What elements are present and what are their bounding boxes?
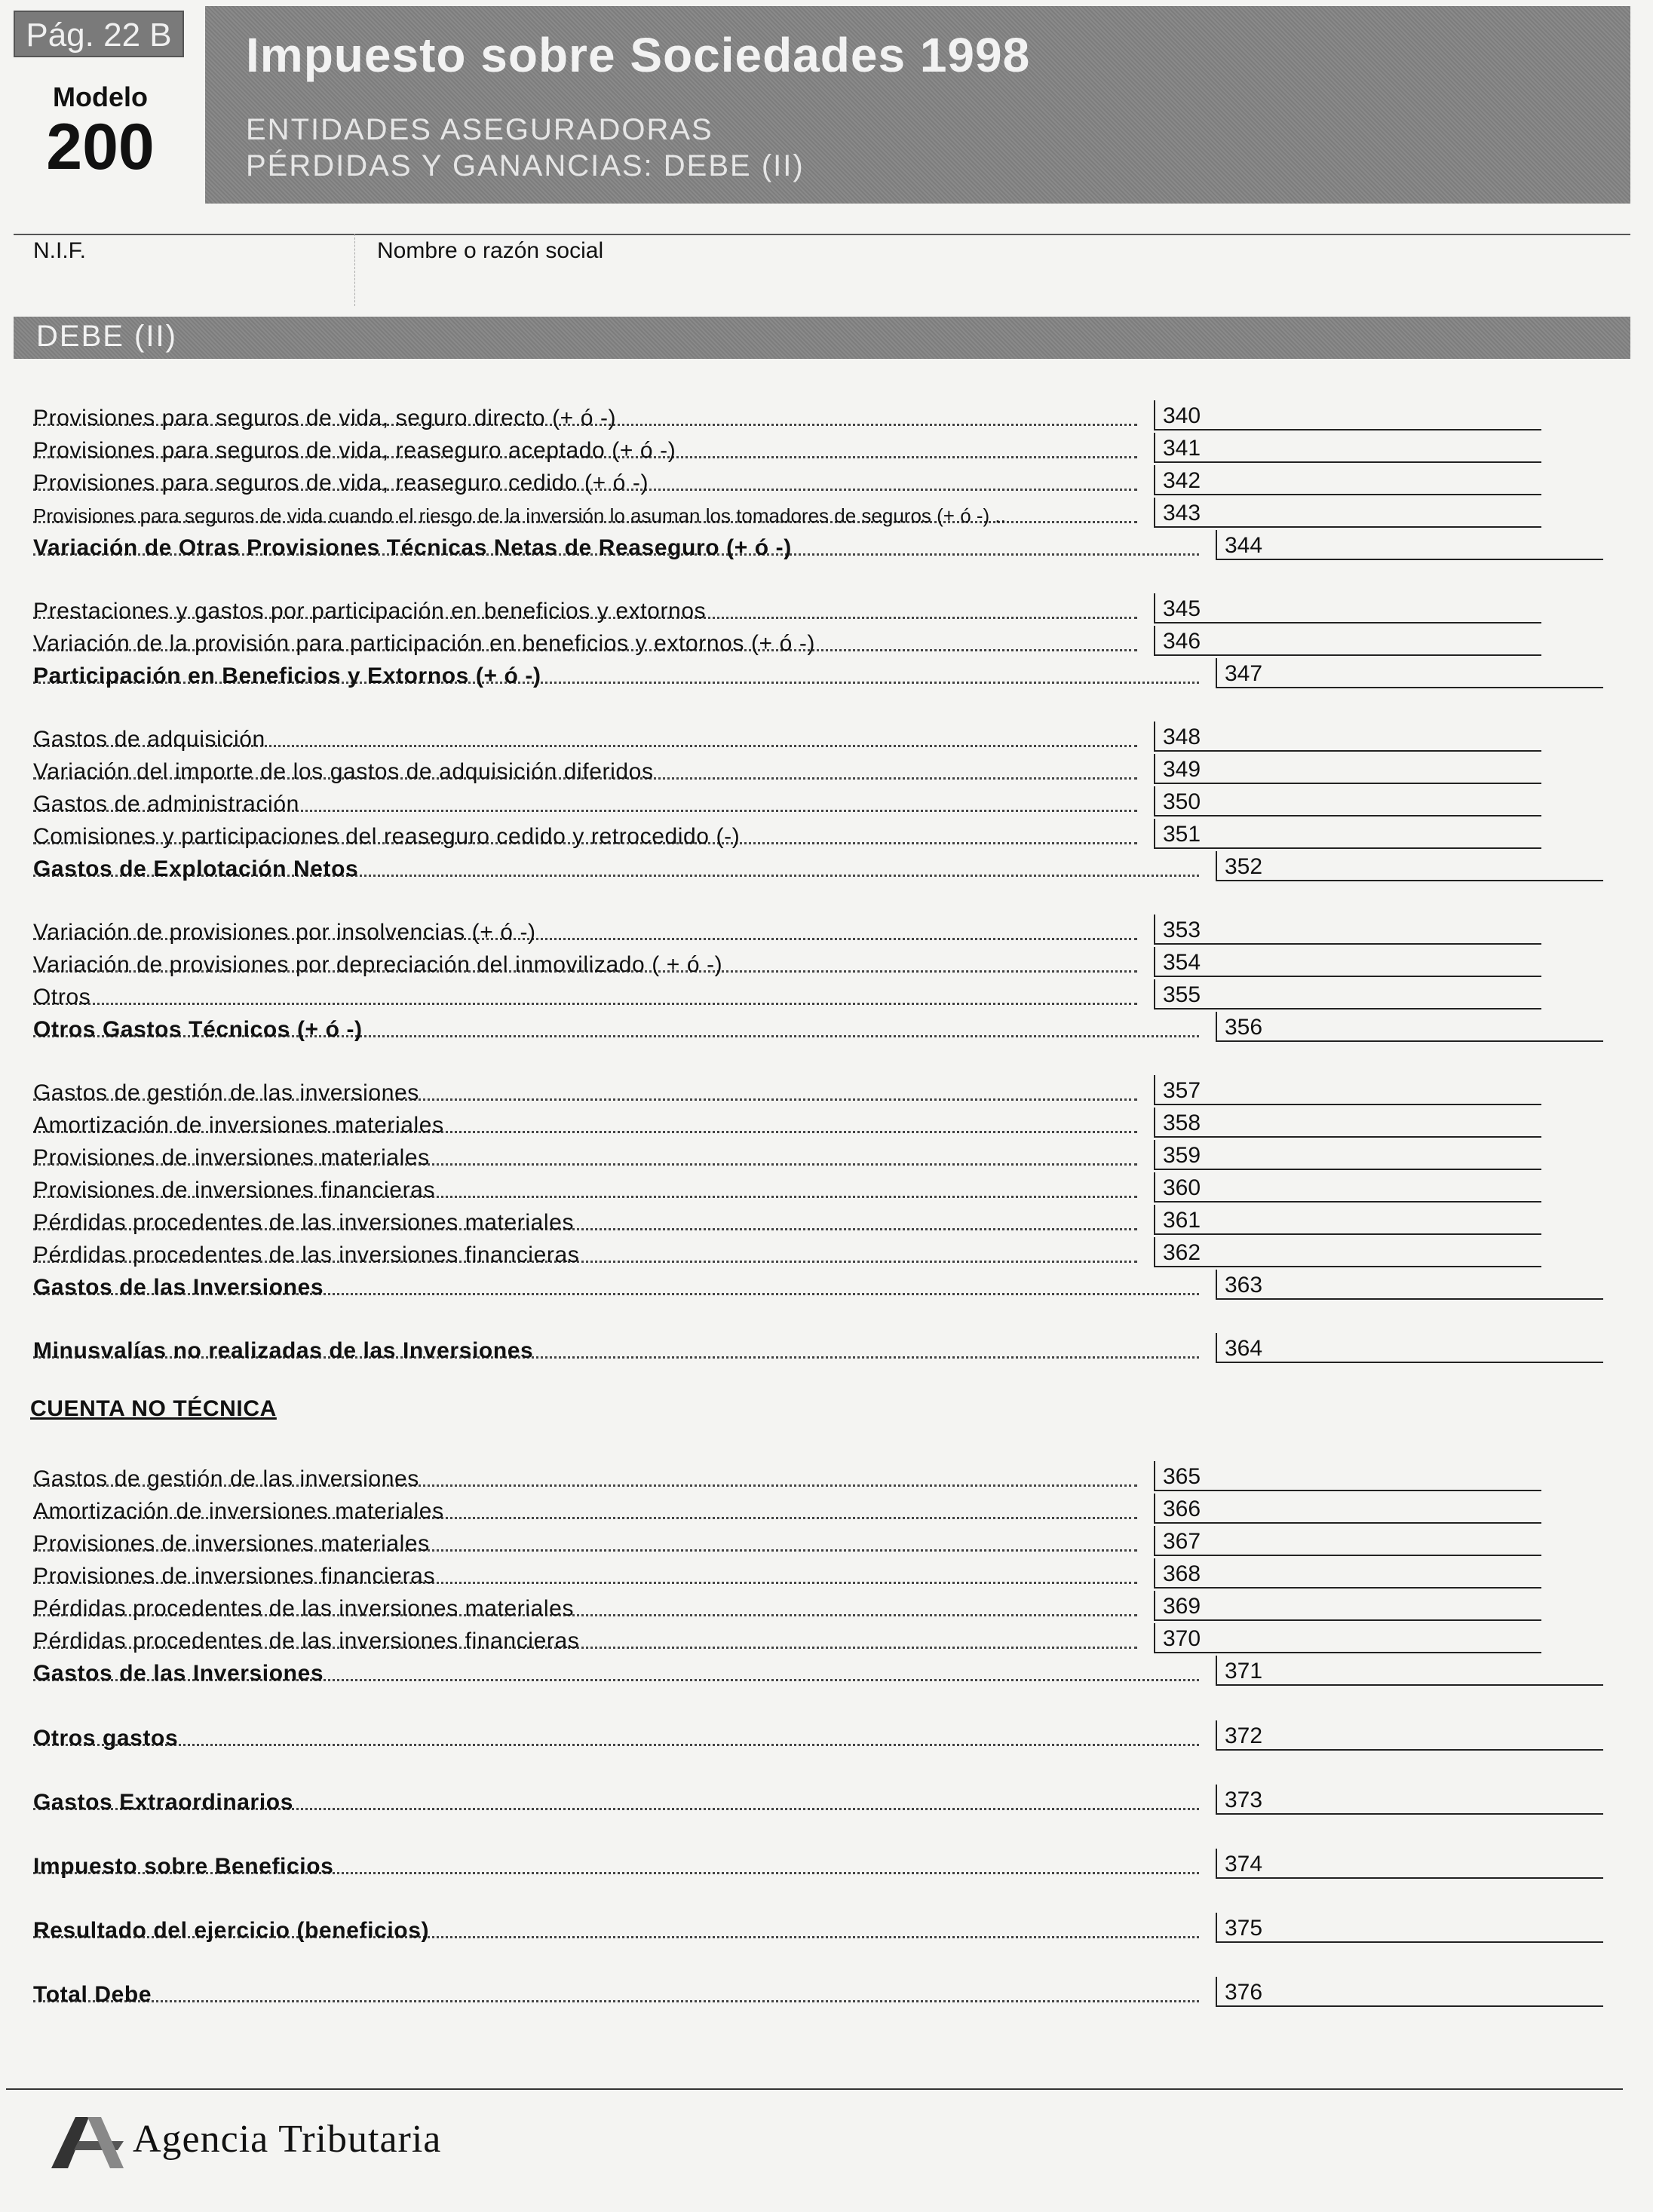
row-label-342 (33, 470, 1137, 497)
row-label-text: Resultado del ejercicio (beneficios) (33, 1918, 430, 1943)
field-code: 370 (1163, 1626, 1201, 1651)
form-title: Impuesto sobre Sociedades 1998 (246, 28, 1031, 82)
leader-dots (33, 2000, 1199, 2002)
field-code: 374 (1225, 1852, 1263, 1877)
row-label-text: Total Debe (33, 1982, 152, 2007)
amount-field-344[interactable] (1216, 530, 1603, 560)
row-label-text: Otros gastos (33, 1726, 179, 1751)
form-subtitle-section: PÉRDIDAS Y GANANCIAS: DEBE (II) (246, 149, 805, 182)
field-code: 369 (1163, 1594, 1201, 1619)
field-code: 372 (1225, 1723, 1263, 1748)
field-code: 367 (1163, 1529, 1201, 1554)
field-code: 365 (1163, 1464, 1201, 1489)
row-label-text: Otros (33, 985, 91, 1009)
leader-dots (33, 1744, 1199, 1746)
row-label-text: Gastos de gestión de las inversiones (33, 1466, 419, 1491)
row-label-text: Variación del importe de los gastos de adquisición diferidos (33, 759, 654, 784)
section-band (14, 317, 1630, 359)
row-label-374 (33, 1853, 1199, 1880)
amount-field-375[interactable] (1216, 1913, 1603, 1943)
amount-field-340[interactable] (1154, 400, 1541, 430)
amount-field-367[interactable] (1154, 1526, 1541, 1556)
field-code: 344 (1225, 533, 1263, 558)
field-code: 340 (1163, 403, 1201, 428)
field-code: 376 (1225, 1980, 1263, 2005)
field-code: 347 (1225, 661, 1263, 686)
amount-field-351[interactable] (1154, 819, 1541, 849)
amount-field-361[interactable] (1154, 1205, 1541, 1235)
form-subtitle-entity: ENTIDADES ASEGURADORAS (246, 113, 713, 146)
row-label-text: Prestaciones y gastos por participación en beneficios y extornos (33, 599, 707, 623)
row-label-357 (33, 1080, 1137, 1107)
row-label-text: Variación de provisiones por insolvencias (+ ó -) (33, 920, 536, 945)
leader-dots (33, 1003, 1137, 1005)
row-label-text: Variación de la provisión para participación en beneficios y extornos (+ ó -) (33, 631, 816, 656)
field-code: 352 (1225, 854, 1263, 879)
nif-field-divider (354, 234, 355, 306)
amount-field-373[interactable] (1216, 1785, 1603, 1815)
row-label-367 (33, 1530, 1137, 1558)
field-code: 353 (1163, 918, 1201, 942)
amount-field-347[interactable] (1216, 658, 1603, 688)
row-label-360 (33, 1177, 1137, 1204)
row-label-text: Provisiones para seguros de vida, seguro directo (+ ó -) (33, 406, 617, 430)
row-label-text: Participación en Beneficios y Extornos (+ ó -) (33, 663, 541, 688)
amount-field-362[interactable] (1154, 1237, 1541, 1267)
row-label-362 (33, 1242, 1137, 1269)
row-label-354 (33, 951, 1137, 979)
field-code: 354 (1163, 950, 1201, 975)
row-label-371 (33, 1660, 1199, 1687)
row-label-text: Gastos de adquisición (33, 727, 265, 752)
field-code: 361 (1163, 1208, 1201, 1233)
row-label-352 (33, 856, 1199, 883)
modelo-label: Modelo (53, 81, 148, 112)
amount-field-357[interactable] (1154, 1075, 1541, 1105)
nombre-razon-social-label: Nombre o razón social (377, 238, 604, 263)
amount-field-349[interactable] (1154, 754, 1541, 784)
row-label-359 (33, 1144, 1137, 1172)
row-label-363 (33, 1274, 1199, 1301)
row-label-365 (33, 1466, 1137, 1493)
row-label-349 (33, 758, 1137, 786)
amount-field-372[interactable] (1216, 1720, 1603, 1751)
row-label-text: Gastos de gestión de las inversiones (33, 1080, 419, 1105)
field-code: 341 (1163, 436, 1201, 461)
row-label-361 (33, 1209, 1137, 1236)
field-code: 363 (1225, 1273, 1263, 1297)
field-code: 349 (1163, 757, 1201, 782)
row-label-364 (33, 1337, 1199, 1365)
row-label-345 (33, 598, 1137, 625)
amount-field-360[interactable] (1154, 1172, 1541, 1203)
row-label-text: Pérdidas procedentes de las inversiones materiales (33, 1596, 575, 1621)
identification-divider (14, 234, 1630, 235)
amount-field-371[interactable] (1216, 1656, 1603, 1686)
amount-field-348[interactable] (1154, 722, 1541, 752)
row-label-text: Variación de Otras Provisiones Técnicas Netas de Reaseguro (+ ó -) (33, 535, 792, 560)
amount-field-355[interactable] (1154, 979, 1541, 1009)
row-label-text: Amortización de inversiones materiales (33, 1113, 444, 1138)
modelo-number: 200 (46, 111, 155, 183)
amount-field-346[interactable] (1154, 626, 1541, 656)
row-label-text: Gastos de administración (33, 792, 299, 816)
row-label-text: Provisiones para seguros de vida, reaseguro cedido (+ ó -) (33, 470, 649, 495)
field-code: 345 (1163, 596, 1201, 621)
section-title: DEBE (II) (36, 320, 177, 353)
amount-field-343[interactable] (1154, 498, 1541, 528)
row-label-369 (33, 1595, 1137, 1622)
row-label-370 (33, 1628, 1137, 1655)
row-label-text: Amortización de inversiones materiales (33, 1499, 444, 1524)
row-label-text: Comisiones y participaciones del reaseguro cedido y retrocedido (-) (33, 824, 741, 849)
agencia-tributaria-logo-icon (45, 2111, 128, 2171)
row-label-373 (33, 1789, 1199, 1816)
amount-field-350[interactable] (1154, 786, 1541, 816)
row-label-366 (33, 1498, 1137, 1525)
row-label-376 (33, 1981, 1199, 2008)
field-code: 350 (1163, 789, 1201, 814)
row-label-358 (33, 1112, 1137, 1139)
row-label-text: Variación de provisiones por depreciación del inmovilizado ( + ó -) (33, 952, 723, 977)
agency-name: Agencia Tributaria (133, 2118, 442, 2161)
field-code: 342 (1163, 468, 1201, 493)
amount-field-368[interactable] (1154, 1558, 1541, 1589)
row-label-355 (33, 984, 1137, 1011)
row-label-353 (33, 919, 1137, 946)
field-code: 373 (1225, 1788, 1263, 1812)
page-number-badge: Pág. 22 B (14, 11, 184, 57)
amount-field-354[interactable] (1154, 947, 1541, 977)
row-label-343 (33, 502, 1137, 529)
row-label-text: Gastos de Explotación Netos (33, 856, 359, 881)
field-code: 375 (1225, 1916, 1263, 1941)
row-label-347 (33, 663, 1199, 690)
field-code: 343 (1163, 501, 1201, 525)
row-label-text: Otros Gastos Técnicos (+ ó -) (33, 1017, 363, 1042)
field-code: 360 (1163, 1175, 1201, 1200)
row-label-348 (33, 726, 1137, 753)
row-label-text: Pérdidas procedentes de las inversiones financieras (33, 1242, 580, 1267)
row-label-340 (33, 405, 1137, 432)
amount-field-376[interactable] (1216, 1977, 1603, 2007)
field-code: 355 (1163, 982, 1201, 1007)
row-label-text: Gastos de las Inversiones (33, 1661, 324, 1686)
row-label-text: Gastos de las Inversiones (33, 1275, 324, 1300)
nif-label: N.I.F. (33, 238, 87, 263)
field-code: 362 (1163, 1240, 1201, 1265)
row-label-text: Gastos Extraordinarios (33, 1790, 293, 1815)
row-label-text: Provisiones para seguros de vida, reaseguro aceptado (+ ó -) (33, 438, 676, 463)
row-label-341 (33, 437, 1137, 464)
amount-field-352[interactable] (1216, 851, 1603, 881)
field-code: 366 (1163, 1497, 1201, 1521)
row-label-346 (33, 630, 1137, 657)
field-code: 371 (1225, 1659, 1263, 1684)
amount-field-365[interactable] (1154, 1461, 1541, 1491)
field-code: 351 (1163, 822, 1201, 847)
row-label-text: Provisiones de inversiones financieras (33, 1178, 436, 1203)
cuenta-no-tecnica-heading: CUENTA NO TÉCNICA (30, 1396, 277, 1421)
row-label-372 (33, 1725, 1199, 1752)
row-label-351 (33, 823, 1137, 850)
field-code: 359 (1163, 1143, 1201, 1168)
row-label-350 (33, 791, 1137, 818)
row-label-text: Pérdidas procedentes de las inversiones materiales (33, 1210, 575, 1235)
row-label-344 (33, 535, 1199, 562)
amount-field-341[interactable] (1154, 433, 1541, 463)
field-code: 358 (1163, 1111, 1201, 1135)
amount-field-342[interactable] (1154, 465, 1541, 495)
amount-field-356[interactable] (1216, 1012, 1603, 1042)
field-code: 364 (1225, 1336, 1263, 1361)
footer-divider (6, 2088, 1623, 2090)
row-label-368 (33, 1563, 1137, 1590)
row-label-text: Impuesto sobre Beneficios (33, 1854, 334, 1879)
row-label-text: Provisiones para seguros de vida cuando el riesgo de la inversión lo asuman los tomadores de seguros (+ ó -) .. (33, 504, 1006, 527)
field-code: 357 (1163, 1078, 1201, 1103)
row-label-text: Pérdidas procedentes de las inversiones financieras (33, 1628, 580, 1653)
amount-field-366[interactable] (1154, 1494, 1541, 1524)
field-code: 346 (1163, 629, 1201, 654)
amount-field-364[interactable] (1216, 1333, 1603, 1363)
amount-field-374[interactable] (1216, 1849, 1603, 1879)
amount-field-353[interactable] (1154, 915, 1541, 945)
row-label-text: Provisiones de inversiones financieras (33, 1564, 436, 1589)
row-label-text: Provisiones de inversiones materiales (33, 1145, 430, 1170)
row-label-text: Minusvalías no realizadas de las Inversiones (33, 1338, 534, 1363)
amount-field-345[interactable] (1154, 593, 1541, 623)
field-code: 368 (1163, 1561, 1201, 1586)
amount-field-358[interactable] (1154, 1108, 1541, 1138)
amount-field-370[interactable] (1154, 1623, 1541, 1653)
field-code: 348 (1163, 725, 1201, 749)
field-code: 356 (1225, 1015, 1263, 1040)
amount-field-359[interactable] (1154, 1140, 1541, 1170)
row-label-356 (33, 1016, 1199, 1043)
amount-field-369[interactable] (1154, 1591, 1541, 1621)
amount-field-363[interactable] (1216, 1270, 1603, 1300)
row-label-text: Provisiones de inversiones materiales (33, 1531, 430, 1556)
row-label-375 (33, 1917, 1199, 1944)
